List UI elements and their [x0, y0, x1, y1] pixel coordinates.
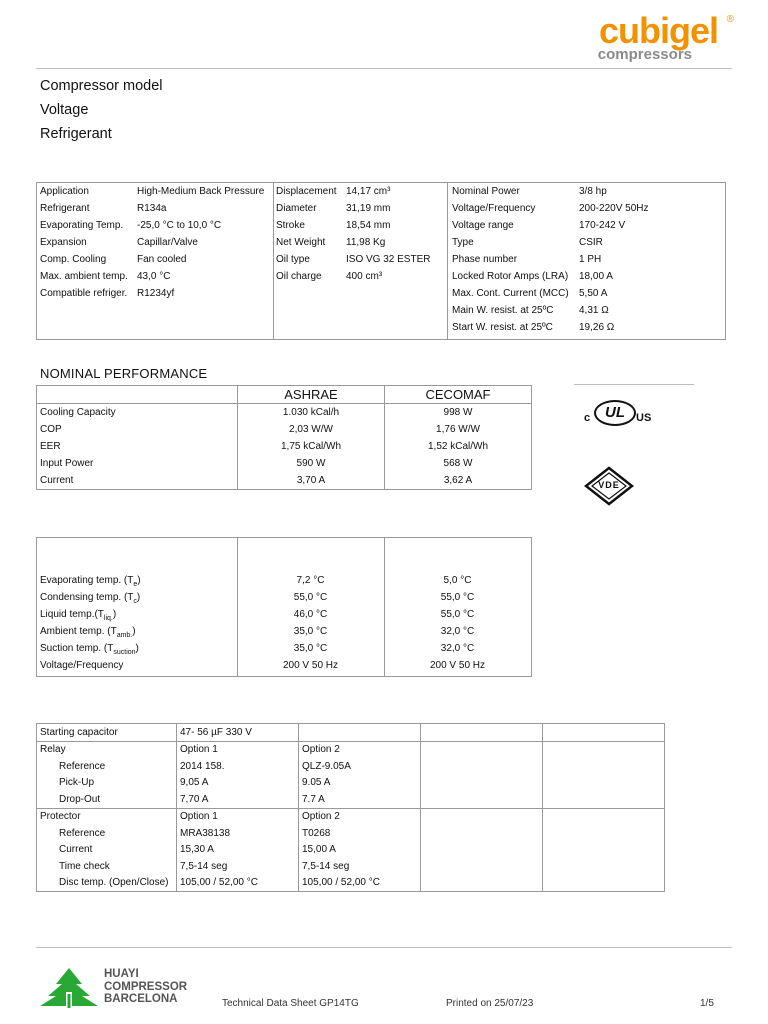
- condition-label: [40, 623, 136, 640]
- header-rule: [36, 68, 732, 69]
- empty-cell: [543, 875, 665, 892]
- condition-label-tail: ): [135, 643, 139, 654]
- ul-us-label: US: [636, 412, 652, 424]
- spec-label: Voltage range: [452, 220, 514, 231]
- starting-capacitor-label: Starting capacitor: [37, 724, 177, 742]
- spec-value: 400 cm³: [346, 271, 383, 282]
- footer-rule: [36, 947, 732, 948]
- condition-label: [40, 589, 140, 606]
- protector-option-2-value: 15,00 A: [299, 842, 421, 859]
- spec-value: Capillar/Valve: [137, 237, 198, 248]
- empty-cell: [421, 758, 543, 775]
- company-line-1: HUAYI: [104, 968, 139, 980]
- protector-option-2-value: 105,00 / 52,00 °C: [299, 875, 421, 892]
- protector-row-label: Reference: [37, 825, 177, 842]
- perf-header-ashrae: ASHRAE: [238, 386, 385, 404]
- condition-label: [40, 572, 141, 589]
- spec-label: Compatible refriger.: [40, 288, 128, 299]
- spec-value: 3/8 hp: [579, 186, 607, 197]
- title-voltage: Voltage: [40, 102, 89, 118]
- footer-sheet-title: Technical Data Sheet GP14TG: [222, 998, 359, 1009]
- spec-label: Comp. Cooling: [40, 254, 107, 265]
- logo-registered: ®: [726, 14, 734, 25]
- condition-cecomaf-value: 32,0 °C: [440, 643, 475, 654]
- spec-label: Net Weight: [276, 237, 326, 248]
- conditions-table: [36, 537, 532, 677]
- condition-cecomaf-value: 55,0 °C: [440, 592, 475, 603]
- spec-label: Refrigerant: [40, 203, 90, 214]
- perf-row-label: Input Power: [37, 455, 238, 472]
- empty-cell: [543, 758, 665, 775]
- spec-value: 19,26 Ω: [579, 322, 615, 333]
- empty-cell: [543, 741, 665, 758]
- empty-cell: [421, 825, 543, 842]
- cubigel-logo: [518, 6, 738, 62]
- condition-label-sub: c: [133, 598, 137, 605]
- protector-row-label: Disc temp. (Open/Close): [37, 875, 177, 892]
- spec-label: Voltage/Frequency: [452, 203, 536, 214]
- spec-value: R134a: [137, 203, 167, 214]
- perf-row-label: COP: [37, 421, 238, 438]
- vde-text: VDE: [598, 480, 620, 490]
- spec-label: Stroke: [276, 220, 305, 231]
- table-row: [37, 472, 532, 490]
- relay-option-2-value: 7.7 A: [299, 791, 421, 808]
- condition-ashrae-value: 35,0 °C: [293, 626, 328, 637]
- empty-cell: [421, 775, 543, 792]
- empty-cell: [543, 808, 665, 825]
- relay-row-label: Reference: [37, 758, 177, 775]
- relay-option-1-value: 7,70 A: [177, 791, 299, 808]
- perf-cecomaf-value: 568 W: [443, 458, 473, 469]
- spec-value: 5,50 A: [579, 288, 608, 299]
- spec-value: 18,00 A: [579, 271, 613, 282]
- company-line-2: COMPRESSOR: [104, 980, 188, 993]
- condition-label-text: Voltage/Frequency: [40, 660, 124, 671]
- spec-value: High-Medium Back Pressure: [137, 186, 265, 197]
- table-row: [37, 758, 665, 775]
- table-row: [37, 875, 665, 892]
- relay-option-2: Option 2: [299, 741, 421, 758]
- condition-ashrae-value: 7,2 °C: [296, 575, 325, 586]
- spec-label: Evaporating Temp.: [40, 220, 124, 231]
- footer-page-number: 1/5: [700, 998, 714, 1009]
- spec-value: 14,17 cm³: [346, 186, 391, 197]
- spec-value: 170-242 V: [579, 220, 626, 231]
- empty-cell: [299, 724, 421, 742]
- empty-cell: [543, 842, 665, 859]
- protector-option-1-value: 15,30 A: [177, 842, 299, 859]
- spec-value: 43,0 °C: [137, 271, 171, 282]
- logo-subtitle: compressors: [597, 46, 692, 63]
- empty-cell: [421, 791, 543, 808]
- condition-label-text: Liquid temp.(T: [40, 609, 104, 620]
- perf-ashrae-value: 1.030 kCal/h: [238, 404, 385, 422]
- spec-divider-1: [273, 183, 274, 339]
- spec-label: Main W. resist. at 25ºC: [452, 305, 554, 316]
- spec-value: 18,54 mm: [346, 220, 391, 231]
- spec-divider-2: [447, 183, 448, 339]
- perf-ashrae-value: 590 W: [238, 455, 385, 472]
- condition-cecomaf-value: 32,0 °C: [440, 626, 475, 637]
- nominal-performance-title: NOMINAL PERFORMANCE: [40, 366, 208, 381]
- ul-c-label: c: [584, 412, 591, 424]
- performance-table: [36, 385, 532, 490]
- huayi-logo-icon: [38, 966, 100, 1010]
- spec-label: Phase number: [452, 254, 518, 265]
- perf-cecomaf-value: 1,52 kCal/Wh: [427, 441, 489, 452]
- relay-row-label: Pick-Up: [37, 775, 177, 792]
- perf-cecomaf-value: 1,76 W/W: [436, 424, 480, 435]
- protector-option-1-value: MRA38138: [177, 825, 299, 842]
- spec-value: ISO VG 32 ESTER: [346, 254, 431, 265]
- condition-ashrae-value: 55,0 °C: [293, 592, 328, 603]
- perf-ashrae-value: 1,75 kCal/Wh: [238, 438, 385, 455]
- empty-cell: [421, 724, 543, 742]
- empty-cell: [543, 791, 665, 808]
- ul-mark-text: UL: [605, 404, 625, 421]
- table-row: [37, 791, 665, 808]
- protector-option-1-value: 7,5-14 seg: [177, 858, 299, 875]
- empty-cell: [421, 741, 543, 758]
- cert-rule: [574, 384, 694, 385]
- ul-certification-icon: [582, 398, 662, 430]
- relay-row-label: Drop-Out: [37, 791, 177, 808]
- perf-cecomaf-value: 998 W: [443, 407, 473, 418]
- perf-ashrae-value: 3,70 A: [238, 472, 385, 490]
- spec-value: Fan cooled: [137, 254, 187, 265]
- company-name: [104, 968, 187, 1006]
- protector-label: Protector: [37, 808, 177, 825]
- condition-label-tail: ): [137, 575, 141, 586]
- spec-value: 11,98 Kg: [346, 237, 386, 248]
- spec-label: Expansion: [40, 237, 87, 248]
- perf-header-cecomaf: CECOMAF: [385, 386, 532, 404]
- condition-label-sub: liq.: [103, 615, 113, 622]
- empty-cell: [421, 842, 543, 859]
- spec-table: [36, 182, 726, 340]
- relay-option-2-value: QLZ-9.05A: [299, 758, 421, 775]
- spec-label: Start W. resist. at 25ºC: [452, 322, 553, 333]
- condition-cecomaf-value: 200 V 50 Hz: [429, 660, 486, 671]
- protector-option-2: Option 2: [299, 808, 421, 825]
- accessories-table: [36, 723, 665, 892]
- perf-header-blank: [37, 386, 238, 404]
- protector-option-1-value: 105,00 / 52,00 °C: [177, 875, 299, 892]
- condition-label-tail: ): [132, 626, 136, 637]
- relay-option-1-value: 2014 158.: [177, 758, 299, 775]
- spec-label: Max. ambient temp.: [40, 271, 128, 282]
- table-row: [37, 842, 665, 859]
- spec-label: Oil charge: [276, 271, 322, 282]
- condition-ashrae-value: 35,0 °C: [293, 643, 328, 654]
- condition-cecomaf-value: 5,0 °C: [443, 575, 472, 586]
- table-row: [37, 421, 532, 438]
- spec-value: 4,31 Ω: [579, 305, 609, 316]
- protector-option-2-value: 7,5-14 seg: [299, 858, 421, 875]
- huayi-tree-icon: [38, 966, 100, 1010]
- relay-option-1: Option 1: [177, 741, 299, 758]
- protector-row-label: Current: [37, 842, 177, 859]
- table-row: [37, 858, 665, 875]
- empty-cell: [543, 825, 665, 842]
- footer-printed-date: Printed on 25/07/23: [446, 998, 534, 1009]
- logo-wordmark: cubigel: [598, 10, 718, 51]
- table-row: [37, 825, 665, 842]
- condition-label-tail: ): [136, 592, 141, 603]
- protector-option-1: Option 1: [177, 808, 299, 825]
- spec-value: 200-220V 50Hz: [579, 203, 649, 214]
- condition-label-sub: suction: [113, 649, 136, 656]
- spec-value: 31,19 mm: [346, 203, 391, 214]
- condition-label-sub: e: [133, 581, 138, 588]
- protector-option-2-value: T0268: [299, 825, 421, 842]
- spec-label: Max. Cont. Current (MCC): [452, 288, 569, 299]
- condition-label: [40, 640, 139, 657]
- title-refrigerant: Refrigerant: [40, 126, 112, 142]
- ul-mark: [594, 400, 636, 426]
- empty-cell: [543, 724, 665, 742]
- protector-row-label: Time check: [37, 858, 177, 875]
- perf-row-label: Cooling Capacity: [37, 404, 238, 422]
- condition-label-sub: amb.: [116, 632, 133, 639]
- empty-cell: [421, 858, 543, 875]
- relay-option-2-value: 9.05 A: [299, 775, 421, 792]
- table-row: [37, 404, 532, 422]
- empty-cell: [421, 875, 543, 892]
- perf-ashrae-value: 2,03 W/W: [238, 421, 385, 438]
- condition-cecomaf-value: 55,0 °C: [440, 609, 475, 620]
- starting-capacitor-value: 47- 56 µF 330 V: [177, 724, 299, 742]
- spec-label: Nominal Power: [452, 186, 520, 197]
- relay-option-1-value: 9,05 A: [177, 775, 299, 792]
- spec-value: CSIR: [579, 237, 603, 248]
- condition-ashrae-value: 200 V 50 Hz: [282, 660, 339, 671]
- empty-cell: [543, 775, 665, 792]
- spec-label: Type: [452, 237, 474, 248]
- table-row: [37, 438, 532, 455]
- spec-label: Displacement: [276, 186, 337, 197]
- condition-label-tail: ): [112, 609, 117, 620]
- table-row: [37, 455, 532, 472]
- company-line-3: BARCELONA: [104, 993, 178, 1005]
- condition-label-text: Ambient temp. (T: [40, 626, 117, 637]
- spec-label: Locked Rotor Amps (LRA): [452, 271, 569, 282]
- condition-label-text: Suction temp. (T: [40, 643, 114, 654]
- table-row: [37, 775, 665, 792]
- perf-row-label: Current: [37, 472, 238, 490]
- condition-label: [40, 606, 116, 623]
- empty-cell: [421, 808, 543, 825]
- condition-label: [40, 657, 123, 674]
- spec-label: Oil type: [276, 254, 310, 265]
- relay-label: Relay: [37, 741, 177, 758]
- spec-value: 1 PH: [579, 254, 602, 265]
- spec-value: R1234yf: [137, 288, 175, 299]
- condition-label-text: Condensing temp. (T: [40, 592, 134, 603]
- spec-value: -25,0 °C to 10,0 °C: [137, 220, 222, 231]
- perf-row-label: EER: [37, 438, 238, 455]
- title-compressor-model: Compressor model: [40, 78, 163, 94]
- empty-cell: [543, 858, 665, 875]
- perf-cecomaf-value: 3,62 A: [443, 475, 473, 486]
- spec-label: Application: [40, 186, 89, 197]
- vde-certification-icon: [584, 466, 634, 506]
- condition-label-text: Evaporating temp. (T: [40, 575, 134, 586]
- condition-ashrae-value: 46,0 °C: [293, 609, 328, 620]
- spec-label: Diameter: [276, 203, 317, 214]
